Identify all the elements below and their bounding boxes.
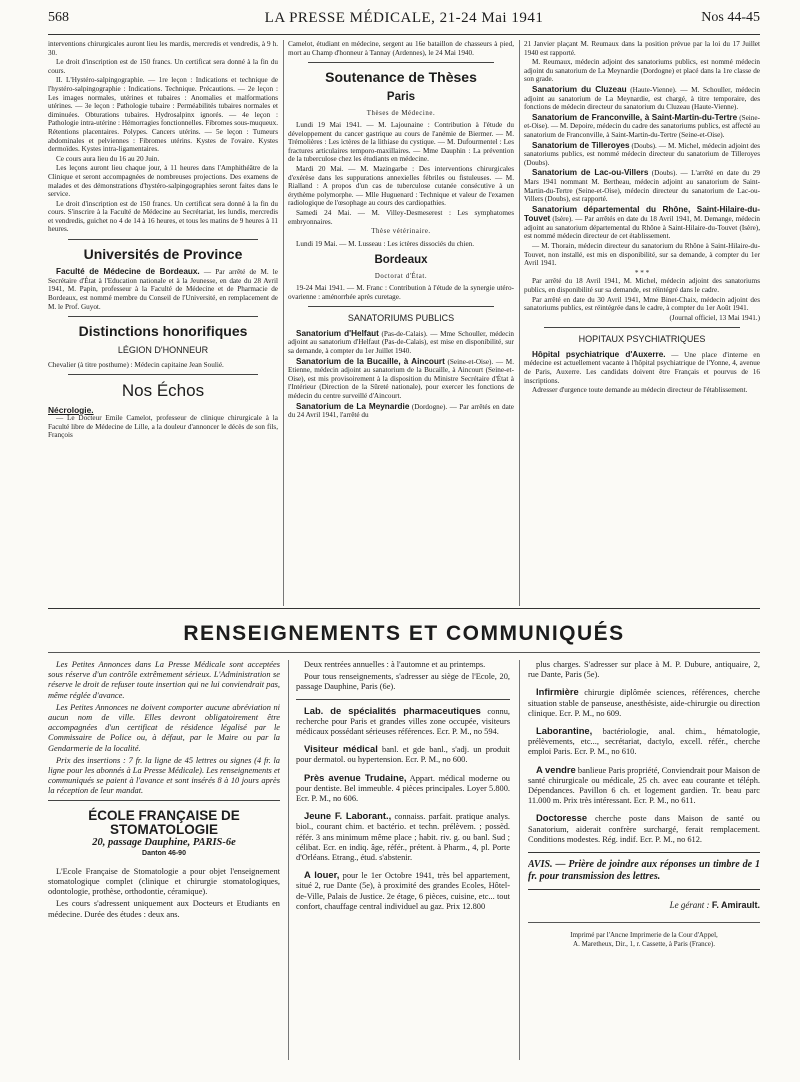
paragraph: Par arrêté en date du 30 Avril 1941, Mme Binet-Chaix, médecin adjoint des sanatoriums publics, est réintégrée dans le cadre, à compter du 1er Août 1941. [524, 295, 760, 313]
column-rule [288, 660, 289, 1060]
notice-paragraph: Prix des insertions : 7 fr. la ligne de 45 lettres ou signes (4 fr. la ligne pour les abonnés à La Presse Médicale). Les renseignements et communiqués se paient à l'avance et sont insérés 8 à 10 jours après la réception de leur mandat. [48, 755, 280, 796]
printer-imprint [528, 922, 760, 949]
classified-ad [296, 773, 510, 805]
section-divider [68, 316, 258, 317]
classified-ad [296, 706, 510, 738]
sanatorium-heading: Sanatorium de La Meynardie [296, 401, 410, 411]
these-veterinaire-heading: Thèse vétérinaire. [371, 228, 431, 236]
sanatorium-heading: Sanatorium départemental du Rhône, Saint-Hilaire-du-Touvet [524, 204, 760, 224]
paragraph: 21 Janvier plaçant M. Reumaux dans la position prévue par la loi du 17 Juillet 1940 est rapporté. [524, 40, 760, 57]
imprint-line: A. Maretheux, Dir., 1, r. Cassette, à Paris (France). [573, 940, 715, 949]
necrologie-text: — Le Docteur Emile Camelot, professeur de clinique chirurgicale à la Faculté libre de Médecine de Lille, a la douleur d'annoncer le décès de son fils, François [48, 414, 278, 440]
column-2 [288, 40, 514, 606]
paragraph: Les leçons auront lieu chaque jour, à 11 heures dans l'Amphithéâtre de la Clinique et seront accompagnées de nombreuses projections. Des examens de malades et des démonstrations d'hystéro-salpingographies seront faites dans le service. [48, 164, 278, 199]
paragraph: Par arrêté du 18 Avril 1941, M. Michel, médecin adjoint des sanatoriums publics, en disponibilité sur sa demande, est réintégré dans le cadre. [524, 277, 760, 295]
sanatorium-heading: Sanatorium de la Bucaille, à Aincourt [296, 356, 445, 366]
ad-text: bactériologie, anal. chim., hématologie, prélèvements, etc..., secrétariat, dactylo, excell. référ., cherche emploi Paris. Ecr. P. M., no 610. [528, 727, 760, 757]
paragraph: Le droit d'inscription est de 150 francs. Un certificat sera donné à la fin du cours. S'inscrire à la Faculté de Médecine au Secrétariat, les lundis, mercredis et vendredis, guichet no 4 de 14 à 16 heures, et tous les matins de 9 heures à 11 heures. [48, 199, 278, 234]
section-divider [308, 306, 494, 307]
ad-text: pour le 1er Octobre 1941, très bel appartement, situé 2, rue Dante (5e), à proximité des grandes Ecoles, Hôtel-de-Ville, Palais de Justice. 2e étage, 6 pièces, cuisine, etc... tout confort, chauffage central individuel au gaz. Prix 12.800 [296, 871, 510, 911]
petites-annonces-notice [48, 660, 280, 797]
ad-keyword: Lab. de spécialités pharmaceutiques [304, 704, 481, 716]
paragraph: Deux rentrées annuelles : à l'automne et au printemps. [304, 660, 486, 669]
gerant-line [528, 900, 760, 910]
ecole-title: ÉCOLE FRANÇAISE DE STOMATOLOGIE [88, 807, 240, 838]
section-divider [308, 62, 494, 63]
issue-number: Nos 44-45 [701, 10, 760, 25]
paragraph: Camelot, étudiant en médecine, sergent au 16e bataillon de chasseurs à pied, mort au Champ d'honneur à Tannay (Ardennes), le 24 Mai 1940. [288, 40, 514, 57]
column-1 [48, 40, 278, 606]
sanatorium-text: (Haute-Vienne). — M. Schouller, médecin adjoint au sanatorium de La Meynardie, est chargé, à titre temporaire, des fonctions de médecin directeur du sanatorium du Cluzeau (Haute-Vienne). [524, 85, 760, 112]
journal-title: LA PRESSE MÉDICALE, 21-24 Mai 1941 [264, 10, 544, 26]
ad-text: chirurgie diplômée sciences, références, cherche situation stable de panseuse, anesthésiste, aide-chirurgie ou direction clinique. Ecr. P. M., no 609. [528, 688, 760, 718]
column-rule [519, 40, 520, 606]
sanatorium-text: (Seine-et-Oise). — M. Depoire, médecin du cadre des sanatoriums publics, est affecté au sanatorium de Franconville, à Saint-Martin-du-Tertre (Seine-et-Oise). [524, 113, 760, 139]
section-title-distinctions: Distinctions honorifiques [78, 323, 248, 340]
paragraph: Le droit d'inscription est de 150 francs. Un certificat sera donné à la fin du cours. [48, 58, 278, 75]
bottom-column-3 [528, 660, 760, 1060]
these-entry: Mardi 20 Mai. — M. Mazingarbe : Des interventions chirurgicales d'exérèse dans les suppurations annexielles fébriles ou fistuleuses. — M. Rialland : A propos d'un cas de tuberculose cutanée consécutive à un érythème polymorphe. — Mlle Huguenard : Technique et valeur de l'examen radiologique de l'œsophage au cours des cardiopathies. [288, 165, 514, 208]
paragraph: interventions chirurgicales auront lieu les mardis, mercredis et vendredis, à 9 h. 30. [48, 40, 278, 57]
ad-keyword: Doctoresse [536, 812, 588, 824]
doctorat-heading: Doctorat d'État. [374, 272, 428, 280]
legion-heading: LÉGION D'HONNEUR [117, 345, 209, 356]
theses-medecine-heading: Thèses de Médecine. [366, 109, 436, 117]
classified-ad [528, 687, 760, 719]
bordeaux-heading: Faculté de Médecine de Bordeaux. [56, 267, 200, 277]
paragraph: L'Ecole Française de Stomatologie a pour objet l'enseignement stomatologique complet (clinique et chirurgie stomatologiques, odontologie, prothèse, orthodontie, céramique). [48, 866, 280, 897]
ad-text: connaiss. parfait. pratique analys. biol., courant chim. et bactério. et techn. prélèvem. ; possèd. référ. 3 ans minimum même place ; habit. riv. g. ou banl. Sud ; célibat. Ecr. en indiq. âge, référ., prétent. à Pharm., 4, pl. Porte d'Orléans. Etrang., étud. s'abstenir. [296, 812, 510, 863]
ecole-address: 20, passage Dauphine, PARIS-6e [92, 837, 236, 849]
journal-officiel-ref: (Journal officiel, 13 Mai 1941.) [669, 313, 760, 322]
section-title-theses: Soutenance de Thèses [325, 69, 477, 86]
classified-ad-continued: plus charges. S'adresser sur place à M. P. Dubure, antiquaire, 2, rue Dante, Paris (5e). [528, 660, 760, 680]
section-title-echos: Nos Échos [121, 381, 205, 401]
bordeaux-text: — Par arrêté de M. le Secrétaire d'État à l'Education nationale et à la Jeunesse, en date du 28 Avril 1941, M. Papin, professeur à la Faculté de Médecine et de Pharmacie de Bordeaux, est nommé membre du Conseil de l'Université, en remplacement de M. le Prof. Guyot. [48, 268, 278, 311]
ad-keyword: Infirmière [536, 686, 579, 698]
notice-paragraph: Les Petites Annonces ne doivent comporter aucune abréviation ni aucun nom de ville. Elles devront obligatoirement être accompagnées d'un certificat de résidence légalisé par le Commissaire de Police ou, à défaut, par le Maire ou par la Gendarmerie de la localité. [48, 702, 280, 753]
page-number: 568 [48, 10, 69, 25]
sanatorium-heading: Sanatorium de Franconville, à Saint-Martin-du-Tertre [532, 112, 738, 122]
paragraph: — M. Thorain, médecin directeur du sanatorium du Rhône à Saint-Hilaire-du-Touvet, non installé, est mis en disponibilité, sur sa demande, à compter du 1er Avril 1941. [524, 242, 760, 268]
legion-text: Chevalier (à titre posthume) : Médecin capitaine Jean Soulié. [48, 360, 224, 369]
ad-text: cherche poste dans Maison de santé ou Sanatorium, aiderait confrère surchargé, ferait remplacement. Conditions modestes. Rég. indif. Ecr. P. M., no 612. [528, 814, 760, 844]
sanatorium-heading: Sanatorium d'Helfaut [296, 328, 379, 338]
column-rule [283, 40, 284, 606]
sanatorium-text: (Doubs). — L'arrêté en date du 29 Mars 1941 nommant M. Bertheau, médecin adjoint au sanatorium de Saint-Martin-du-Tertre (Seine-et-Oise), médecin directeur du sanatorium de Lac-ou-Villers (Doubs), est rapporté. [524, 169, 760, 204]
ad-keyword: A vendre [536, 763, 576, 775]
sanatorium-text: (Pas-de-Calais). — Mme Schouller, médecin adjoint au sanatorium d'Helfaut (Pas-de-Calais), est mise en disponibilité, sur sa demande, à compter du 1er Juillet 1940. [288, 329, 514, 355]
these-entry: 19-24 Mai 1941. — M. Franc : Contribution à l'étude de la synergie utéro-ovarienne : aménorrhée après curetage. [288, 284, 514, 301]
ad-keyword: Visiteur médical [304, 743, 378, 755]
sanatorium-heading: Sanatorium de Tilleroyes [532, 140, 630, 150]
asterism: * * * [634, 268, 650, 277]
classified-ad [296, 870, 510, 912]
divider [48, 800, 280, 801]
necrologie-heading: Nécrologie. [48, 404, 94, 415]
ad-keyword: A louer, [304, 869, 340, 881]
ad-keyword: Laborantine, [536, 725, 593, 737]
paragraph: M. Reumaux, médecin adjoint des sanatoriums publics, est nommé médecin adjoint du sanatorium de La Meynardie (Dordogne) et placé dans la 1re classe de son grade. [524, 58, 760, 84]
column-rule [519, 660, 520, 1060]
city-heading-bordeaux: Bordeaux [374, 254, 428, 267]
classified-ad [528, 765, 760, 807]
sanatorium-text: (Doubs). — M. Michel, médecin adjoint des sanatoriums publics, est nommé médecin directeur du sanatorium de Tilleroyes (Doubs). [524, 141, 760, 167]
sanatorium-heading: Sanatorium de Lac-ou-Villers [532, 168, 649, 178]
paragraph: II. L'Hystéro-salpingographie. — 1re leçon : Indications et technique de l'hystéro-salpingographie : Indications. Technique. Précautions. — 2e leçon : Les images normales, utérines et tubaires : Anomalies et malformations utérines. — 3e leçon : Pathologie tubaire : Perméabilités tubaires normales et diminuées. Obturations tubaires. Hydrosalpinx ignorés. — 4e leçon : Pathologie intra-utérine : Hémorragies fonctionnelles. Fibromes sous-muqueux. Rétentions placentaires. Polypes. Cancers utérins. — 5e leçon : Tumeurs abdominales et pelviennes : Fibromes utérins. Kystes de l'ovaire. Kystes dermoïdes. Kystes intra-ligamentaires. [48, 76, 278, 154]
these-entry: Samedi 24 Mai. — M. Villey-Desmeserest : Les symphatomes embryonnaires. [288, 209, 514, 226]
ad-keyword: Jeune F. Laborant., [304, 810, 392, 822]
gerant-label: Le gérant : [669, 900, 710, 911]
banner-rule [48, 652, 760, 653]
classified-ad [528, 813, 760, 845]
avis-notice: AVIS. — Prière de joindre aux réponses un timbre de 1 fr. pour transmission des lettres. [528, 852, 760, 890]
ad-keyword: Près avenue Trudaine, [304, 771, 407, 783]
column-3 [524, 40, 760, 606]
ad-text: connu, recherche pour Paris et grandes villes zone occupée, visiteurs médicaux possédant sérieuses références. Ecr. P. M., no 594. [296, 706, 510, 737]
bottom-column-2 [296, 660, 510, 1060]
header-rule [48, 34, 760, 35]
paragraph: Adresser d'urgence toute demande au médecin directeur de l'établissement. [532, 386, 748, 395]
sanatorium-text: (Isère). — Par arrêtés en date du 18 Avril 1941, M. Demange, médecin adjoint au sanatorium départemental du Rhône à Saint-Hilaire-du-Touvet (Isère), est nommé médecin directeur de cet établissement. [524, 215, 760, 241]
imprint-line: Imprimé par l'Ancne Imprimerie de la Cour d'Appel, [570, 931, 718, 940]
classified-ad [528, 726, 760, 758]
page-header [48, 10, 760, 36]
bottom-column-1 [48, 660, 280, 1060]
sanatorium-text: (Seine-et-Oise). — M. Etienne, médecin adjoint au sanatorium de la Bucaille, à Aincourt (Seine-et-Oise), est mis provisoirement à la disposition du Ministre Secrétaire d'État à l'Intérieur (Direction de la Sûreté nationale), pour exercer les fonctions de médecin du centre surveillé d'Aincourt. [288, 357, 514, 400]
paragraph: Ce cours aura lieu du 16 au 20 Juin. [56, 154, 160, 163]
classified-ad [296, 744, 510, 765]
hopital-text: — Une place d'interne en médecine est actuellement vacante à l'hôpital psychiatrique de l'Yonne, 4, avenue de Paris, Auxerre. Les candidats doivent être Français et pourvus de 16 inscriptions. [524, 350, 760, 385]
section-title-sanatoriums: SANATORIUMS PUBLICS [347, 313, 455, 324]
divider [296, 699, 510, 700]
sanatorium-heading: Sanatorium du Cluzeau [532, 84, 627, 94]
ad-text: banlieue Paris propriété, Conviendrait pour Maison de santé chirurgicale ou médicale, 25 ch. avec eau courante et téléph. Dépendances. Pavillon 6 ch. et logement gardien. Tr. beau parc 11.000 m. Prix très intéressant. Ecr. P. M., no 611. [528, 765, 760, 806]
gerant-name: F. Amirault. [711, 900, 760, 911]
sanatorium-text: (Dordogne). — Par arrêtés en date du 24 Avril 1941, l'arrêté du [288, 402, 514, 420]
section-title-universites: Universités de Province [83, 246, 243, 263]
notice-paragraph: Les Petites Annonces dans La Presse Médicale sont acceptées sous réserve d'un contrôle extrêmement sérieux. L'Administration se réserve le droit de refuser toute insertion qui ne lui conviendrait pas, même réglée d'avance. [48, 660, 280, 700]
section-divider [68, 239, 258, 240]
these-entry: Lundi 19 Mai. — M. Lusseau : Les ictères dissociés du chien. [296, 239, 475, 248]
banner-renseignements: RENSEIGNEMENTS ET COMMUNIQUÉS [183, 622, 625, 645]
section-divider [544, 327, 740, 328]
paragraph: Les cours s'adressent uniquement aux Docteurs et Etudiants en médecine. Durée des études : deux ans. [48, 899, 280, 919]
ad-text: Appart. médical moderne ou pour dentiste. Bel immeuble. 4 pièces principales. Loyer 5.800. Ecr. P. M., no 606. [296, 773, 510, 804]
these-entry: Lundi 19 Mai 1941. — M. Lajounaine : Contribution à l'étude du développement du cancer gastrique au cours de l'anémie de Biermer. — M. Trémolières : Les ictères de la lithiase du cystique. — M. Dufourmentel : Les fractures articulaires temporo-maxillaires. — Mme Dauphin : La prévention de la tuberculose chez les étudiants en médecine. [288, 121, 514, 164]
city-heading-paris: Paris [386, 91, 416, 104]
ecole-phone: Danton 46-90 [142, 849, 186, 857]
ad-text: banl. et gde banl., s'adj. un produit pour dermatol. ou hypertension. Ecr. P. M., no 600. [296, 745, 510, 765]
section-title-hopitaux: HOPITAUX PSYCHIATRIQUES [578, 334, 706, 345]
section-rule [48, 608, 760, 609]
classified-ad [296, 811, 510, 863]
hopital-heading: Hôpital psychiatrique d'Auxerre. [532, 349, 666, 359]
section-divider [68, 374, 258, 375]
paragraph: Pour tous renseignements, s'adresser au siège de l'Ecole, 20, passage Dauphine, Paris (6e). [296, 672, 510, 692]
